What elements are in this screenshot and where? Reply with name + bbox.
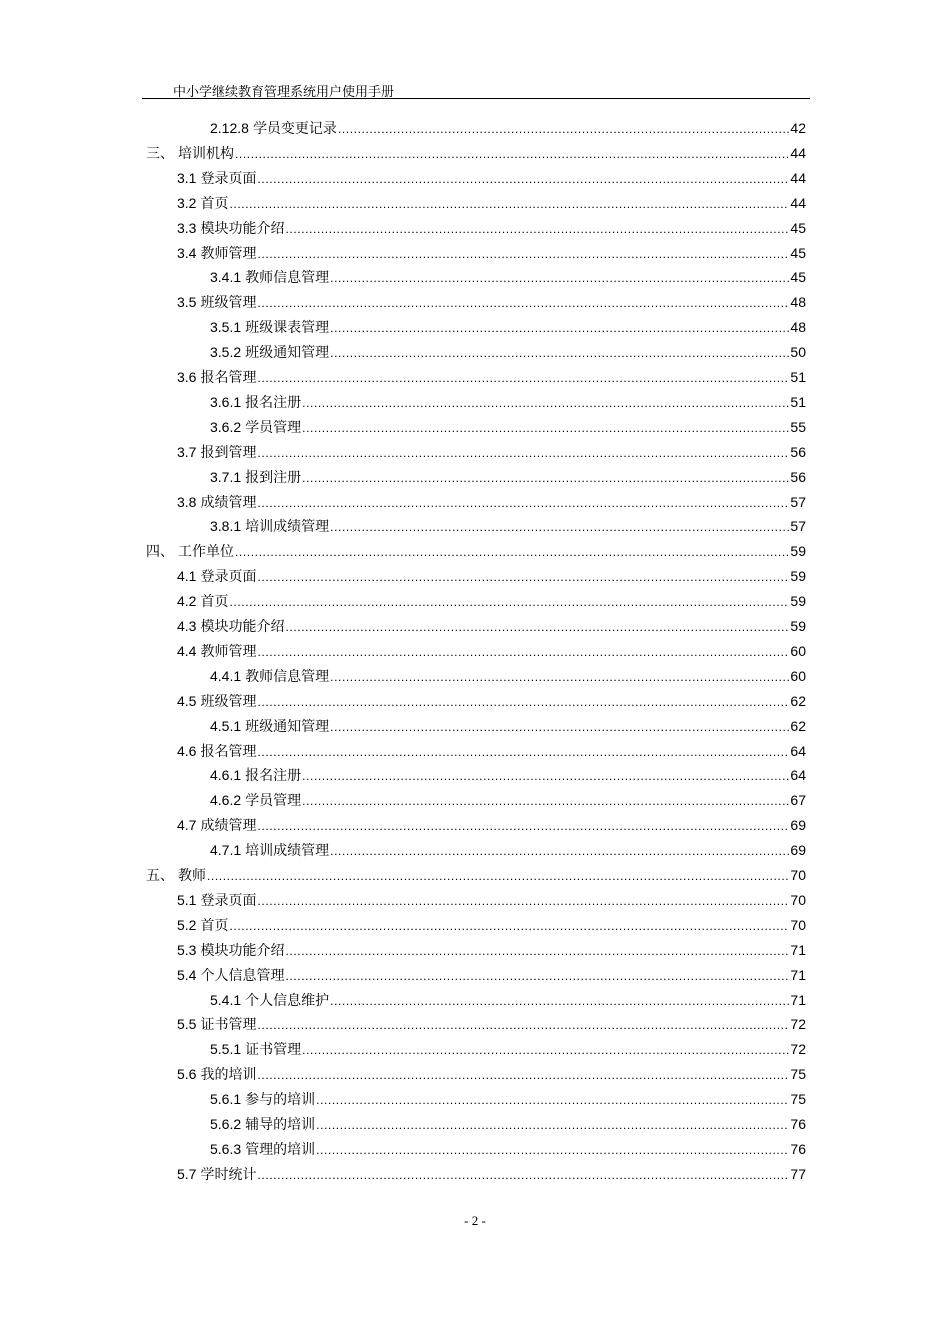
- toc-entry[interactable]: [210, 118, 806, 138]
- toc-entry-page: 71: [790, 941, 806, 958]
- toc-entry-page: 48: [790, 319, 806, 336]
- toc-entry-number: 3.4.1: [210, 269, 242, 286]
- toc-entry-page: 71: [790, 991, 806, 1008]
- toc-entry[interactable]: [210, 1089, 806, 1109]
- header-title: 中小学继续教育管理系统用户使用手册: [173, 85, 395, 100]
- toc-entry-title: 首页: [200, 917, 229, 934]
- toc-entry[interactable]: [210, 765, 806, 785]
- toc-entry[interactable]: [210, 990, 806, 1010]
- toc-entry[interactable]: [177, 442, 806, 462]
- toc-entry-title: 登录页面: [200, 569, 257, 586]
- toc-dot-leader: [302, 468, 789, 488]
- toc-entry-page: 50: [790, 344, 806, 361]
- toc-entry-number: 3.1: [177, 169, 197, 186]
- toc-entry-number: 4.3: [177, 618, 197, 634]
- toc-entry-title: 班级课表管理: [245, 320, 330, 337]
- toc-entry-number: 4.1: [177, 568, 197, 585]
- toc-dot-leader: [316, 1115, 789, 1135]
- toc-dot-leader: [207, 866, 789, 886]
- toc-entry-number: 三、: [146, 144, 174, 161]
- toc-entry[interactable]: [146, 865, 806, 885]
- toc-entry-page: 59: [790, 543, 806, 560]
- toc-dot-leader: [302, 791, 789, 811]
- toc-entry-page: 42: [790, 120, 806, 136]
- toc-entry-title: 成绩管理: [200, 494, 257, 511]
- toc-entry-number: 5.6.3: [210, 1140, 242, 1157]
- toc-entry-title: 模块功能介绍: [200, 942, 285, 959]
- toc-entry-title: 辅导的培训: [245, 1117, 316, 1133]
- toc-entry[interactable]: [210, 1114, 806, 1134]
- toc-entry-page: 59: [790, 618, 806, 634]
- toc-entry-number: 4.2: [177, 593, 197, 610]
- toc-entry-title: 成绩管理: [200, 818, 257, 835]
- toc-entry-page: 67: [790, 792, 806, 809]
- toc-entry-page: 45: [790, 244, 806, 261]
- toc-entry-page: 57: [790, 493, 806, 510]
- toc-entry[interactable]: [210, 267, 806, 287]
- toc-entry-number: 4.7.1: [210, 842, 242, 859]
- toc-entry-page: 51: [790, 393, 806, 410]
- toc-entry-number: 3.5: [177, 294, 197, 311]
- toc-entry[interactable]: [177, 566, 806, 586]
- toc-entry-title: 教师管理: [200, 245, 257, 262]
- toc-entry-title: 班级管理: [200, 295, 257, 312]
- toc-dot-leader: [257, 742, 789, 762]
- toc-entry-page: 51: [790, 369, 806, 385]
- toc-entry-page: 56: [790, 468, 806, 485]
- toc-entry[interactable]: [210, 516, 806, 536]
- toc-entry-title: 班级通知管理: [245, 718, 330, 735]
- toc-dot-leader: [229, 916, 789, 936]
- toc-dot-leader: [285, 966, 789, 986]
- toc-entry-page: 56: [790, 443, 806, 460]
- toc-entry-title: 模块功能介绍: [200, 619, 285, 635]
- toc-entry-number: 5.2: [177, 916, 197, 933]
- toc-dot-leader: [257, 169, 789, 189]
- toc-entry[interactable]: [177, 1064, 806, 1084]
- toc-entry-number: 3.5.2: [210, 344, 242, 361]
- toc-entry[interactable]: [210, 1139, 806, 1159]
- toc-entry-title: 报到管理: [200, 444, 257, 461]
- toc-entry-number: 5.4: [177, 966, 197, 983]
- toc-entry-title: 培训成绩管理: [245, 519, 330, 536]
- toc-entry-number: 5.7: [177, 1165, 197, 1182]
- toc-entry-title: 我的培训: [200, 1067, 257, 1084]
- toc-entry-number: 4.7: [177, 817, 197, 834]
- toc-dot-leader: [285, 617, 789, 637]
- toc-dot-leader: [235, 542, 789, 562]
- toc-entry-number: 五、: [146, 867, 174, 883]
- toc-entry[interactable]: [210, 1039, 806, 1059]
- toc-entry-number: 3.4: [177, 244, 197, 261]
- toc-entry-title: 教师信息管理: [245, 668, 330, 685]
- toc-entry[interactable]: [177, 168, 806, 188]
- toc-entry[interactable]: [177, 815, 806, 835]
- toc-entry-page: 72: [790, 1041, 806, 1058]
- toc-dot-leader: [302, 766, 789, 786]
- toc-dot-leader: [285, 941, 789, 961]
- toc-entry[interactable]: [177, 243, 806, 263]
- toc-entry[interactable]: [177, 965, 806, 985]
- toc-dot-leader: [330, 318, 789, 338]
- toc-entry[interactable]: [210, 417, 806, 437]
- toc-dot-leader: [257, 443, 789, 463]
- page-header: [142, 78, 810, 99]
- toc-entry-number: 3.5.1: [210, 319, 242, 336]
- toc-entry-number: 3.7.1: [210, 468, 242, 485]
- toc-entry-page: 72: [790, 1016, 806, 1033]
- toc-entry[interactable]: [177, 616, 806, 636]
- toc-entry-number: 四、: [146, 543, 174, 560]
- toc-entry[interactable]: [146, 143, 806, 163]
- toc-entry[interactable]: [177, 940, 806, 960]
- toc-entry-page: 44: [790, 169, 806, 186]
- toc-entry-page: 69: [790, 817, 806, 834]
- toc-entry-page: 44: [790, 194, 806, 211]
- toc-entry-title: 证书管理: [245, 1042, 302, 1059]
- toc-entry-title: 教师管理: [200, 643, 257, 660]
- toc-entry[interactable]: [177, 641, 806, 661]
- toc-dot-leader: [285, 219, 789, 239]
- toc-entry-number: 3.3: [177, 219, 197, 236]
- toc-entry-title: 证书管理: [200, 1017, 257, 1034]
- toc-entry-page: 59: [790, 593, 806, 610]
- toc-dot-leader: [257, 816, 789, 836]
- toc-entry-title: 学时统计: [200, 1166, 257, 1183]
- toc-entry-title: 工作单位: [178, 544, 234, 561]
- toc-entry-title: 模块功能介绍: [200, 220, 285, 237]
- toc-dot-leader: [235, 144, 789, 164]
- toc-entry-number: 3.6: [177, 369, 197, 385]
- toc-dot-leader: [330, 717, 789, 737]
- toc-entry-title: 登录页面: [200, 170, 257, 187]
- toc-entry-number: 4.4: [177, 642, 197, 659]
- toc-entry-title: 报名管理: [200, 743, 257, 760]
- toc-dot-leader: [229, 194, 789, 214]
- toc-entry-page: 57: [790, 518, 806, 535]
- toc-dot-leader: [302, 393, 789, 413]
- toc-entry-number: 3.2: [177, 194, 197, 211]
- toc-entry-page: 59: [790, 568, 806, 585]
- toc-entry-number: 3.6.1: [210, 393, 242, 410]
- toc-entry[interactable]: [177, 193, 806, 213]
- toc-entry-number: 4.5: [177, 692, 197, 709]
- toc-dot-leader: [257, 368, 789, 388]
- toc-dot-leader: [330, 268, 789, 288]
- toc-entry-number: 5.6.1: [210, 1091, 242, 1108]
- toc-dot-leader: [257, 1165, 789, 1185]
- toc-dot-leader: [330, 517, 789, 537]
- toc-entry-page: 44: [790, 144, 806, 161]
- toc-entry[interactable]: [177, 691, 806, 711]
- toc-entry[interactable]: [210, 716, 806, 736]
- toc-entry-title: 班级通知管理: [245, 345, 330, 362]
- toc-entry-page: 77: [790, 1165, 806, 1182]
- toc-entry-title: 学员管理: [245, 419, 302, 436]
- toc-entry-title: 学员变更记录: [252, 121, 337, 137]
- toc-entry[interactable]: [177, 292, 806, 312]
- toc-entry-page: 76: [790, 1116, 806, 1132]
- toc-entry-page: 64: [790, 742, 806, 759]
- toc-entry[interactable]: [210, 666, 806, 686]
- toc-dot-leader: [257, 1065, 789, 1085]
- toc-entry-page: 45: [790, 219, 806, 236]
- toc-entry[interactable]: [210, 342, 806, 362]
- toc-entry-number: 2.12.8: [210, 120, 249, 136]
- toc-dot-leader: [302, 1040, 789, 1060]
- toc-entry-title: 个人信息维护: [245, 992, 330, 1009]
- toc-dot-leader: [338, 119, 789, 139]
- toc-entry-number: 5.1: [177, 891, 197, 908]
- toc-entry[interactable]: [177, 492, 806, 512]
- toc-entry-title: 培训机构: [178, 145, 234, 162]
- toc-entry[interactable]: [177, 367, 806, 387]
- toc-entry-number: 3.7: [177, 443, 197, 460]
- toc-entry-title: 学员管理: [245, 793, 302, 810]
- toc-entry-number: 3.8: [177, 493, 197, 510]
- toc-entry[interactable]: [177, 915, 806, 935]
- toc-entry-title: 管理的培训: [245, 1141, 316, 1158]
- toc-entry-page: 60: [790, 667, 806, 684]
- toc-entry-title: 首页: [200, 195, 229, 212]
- toc-entry-page: 70: [790, 916, 806, 933]
- toc-entry-title: 报名注册: [245, 394, 302, 411]
- toc-entry-page: 55: [790, 418, 806, 435]
- toc-entry[interactable]: [177, 218, 806, 238]
- toc-entry-title: 报名注册: [245, 768, 302, 785]
- toc-entry-number: 4.5.1: [210, 717, 242, 734]
- toc-entry-number: 3.8.1: [210, 518, 242, 535]
- toc-entry[interactable]: [177, 591, 806, 611]
- toc-entry-number: 4.6.2: [210, 792, 242, 809]
- toc-entry-number: 5.6: [177, 1066, 197, 1083]
- page-number: - 2 -: [464, 1213, 486, 1228]
- toc-dot-leader: [257, 493, 789, 513]
- toc-entry-page: 48: [790, 294, 806, 311]
- toc-entry-page: 75: [790, 1066, 806, 1083]
- toc-entry-page: 71: [790, 966, 806, 983]
- toc-entry-title: 参与的培训: [245, 1092, 316, 1109]
- toc-entry-page: 75: [790, 1091, 806, 1108]
- toc-entry-title: 教师信息管理: [245, 270, 330, 287]
- toc-entry[interactable]: [210, 840, 806, 860]
- toc-entry[interactable]: [210, 392, 806, 412]
- toc-entry-title: 首页: [200, 594, 229, 611]
- toc-entry-number: 5.3: [177, 941, 197, 958]
- toc-entry[interactable]: [177, 741, 806, 761]
- toc-entry-title: 培训成绩管理: [245, 843, 330, 860]
- toc-entry-number: 5.6.2: [210, 1116, 242, 1132]
- toc-entry[interactable]: [177, 1164, 806, 1184]
- toc-dot-leader: [257, 692, 789, 712]
- toc-entry-page: 76: [790, 1140, 806, 1157]
- toc-entry[interactable]: [177, 890, 806, 910]
- toc-entry-page: 60: [790, 642, 806, 659]
- toc-entry-number: 4.4.1: [210, 667, 242, 684]
- toc-entry-page: 70: [790, 867, 806, 883]
- toc-entry-page: 64: [790, 767, 806, 784]
- toc-dot-leader: [257, 642, 789, 662]
- toc-dot-leader: [316, 1090, 789, 1110]
- toc-dot-leader: [257, 891, 789, 911]
- toc-dot-leader: [330, 343, 789, 363]
- toc-dot-leader: [316, 1140, 789, 1160]
- toc-entry-title: 教师: [178, 868, 206, 884]
- toc-dot-leader: [302, 418, 789, 438]
- toc-entry-page: 62: [790, 692, 806, 709]
- toc-entry-title: 个人信息管理: [200, 967, 285, 984]
- toc-dot-leader: [330, 991, 789, 1011]
- toc-dot-leader: [330, 667, 789, 687]
- toc-entry-title: 班级管理: [200, 693, 257, 710]
- toc-dot-leader: [330, 841, 789, 861]
- toc-entry-number: 5.5: [177, 1016, 197, 1033]
- toc-entry[interactable]: [177, 1014, 806, 1034]
- toc-entry-page: 45: [790, 269, 806, 286]
- toc-entry-number: 4.6.1: [210, 767, 242, 784]
- toc-dot-leader: [257, 1015, 789, 1035]
- toc-entry[interactable]: [210, 467, 806, 487]
- toc-entry-title: 报名管理: [200, 370, 257, 386]
- toc-entry-page: 70: [790, 891, 806, 908]
- toc-entry-number: 5.5.1: [210, 1041, 242, 1058]
- toc-entry-title: 报到注册: [245, 469, 302, 486]
- toc-dot-leader: [257, 244, 789, 264]
- toc-entry[interactable]: [210, 790, 806, 810]
- toc-entry-number: 4.6: [177, 742, 197, 759]
- toc-entry[interactable]: [210, 317, 806, 337]
- toc-entry[interactable]: [146, 541, 806, 561]
- toc-dot-leader: [257, 293, 789, 313]
- toc-entry-page: 69: [790, 842, 806, 859]
- toc-entry-title: 登录页面: [200, 892, 257, 909]
- toc-entry-page: 62: [790, 717, 806, 734]
- toc-dot-leader: [257, 567, 789, 587]
- toc-entry-number: 3.6.2: [210, 418, 242, 435]
- toc-dot-leader: [229, 592, 789, 612]
- toc-entry-number: 5.4.1: [210, 991, 242, 1008]
